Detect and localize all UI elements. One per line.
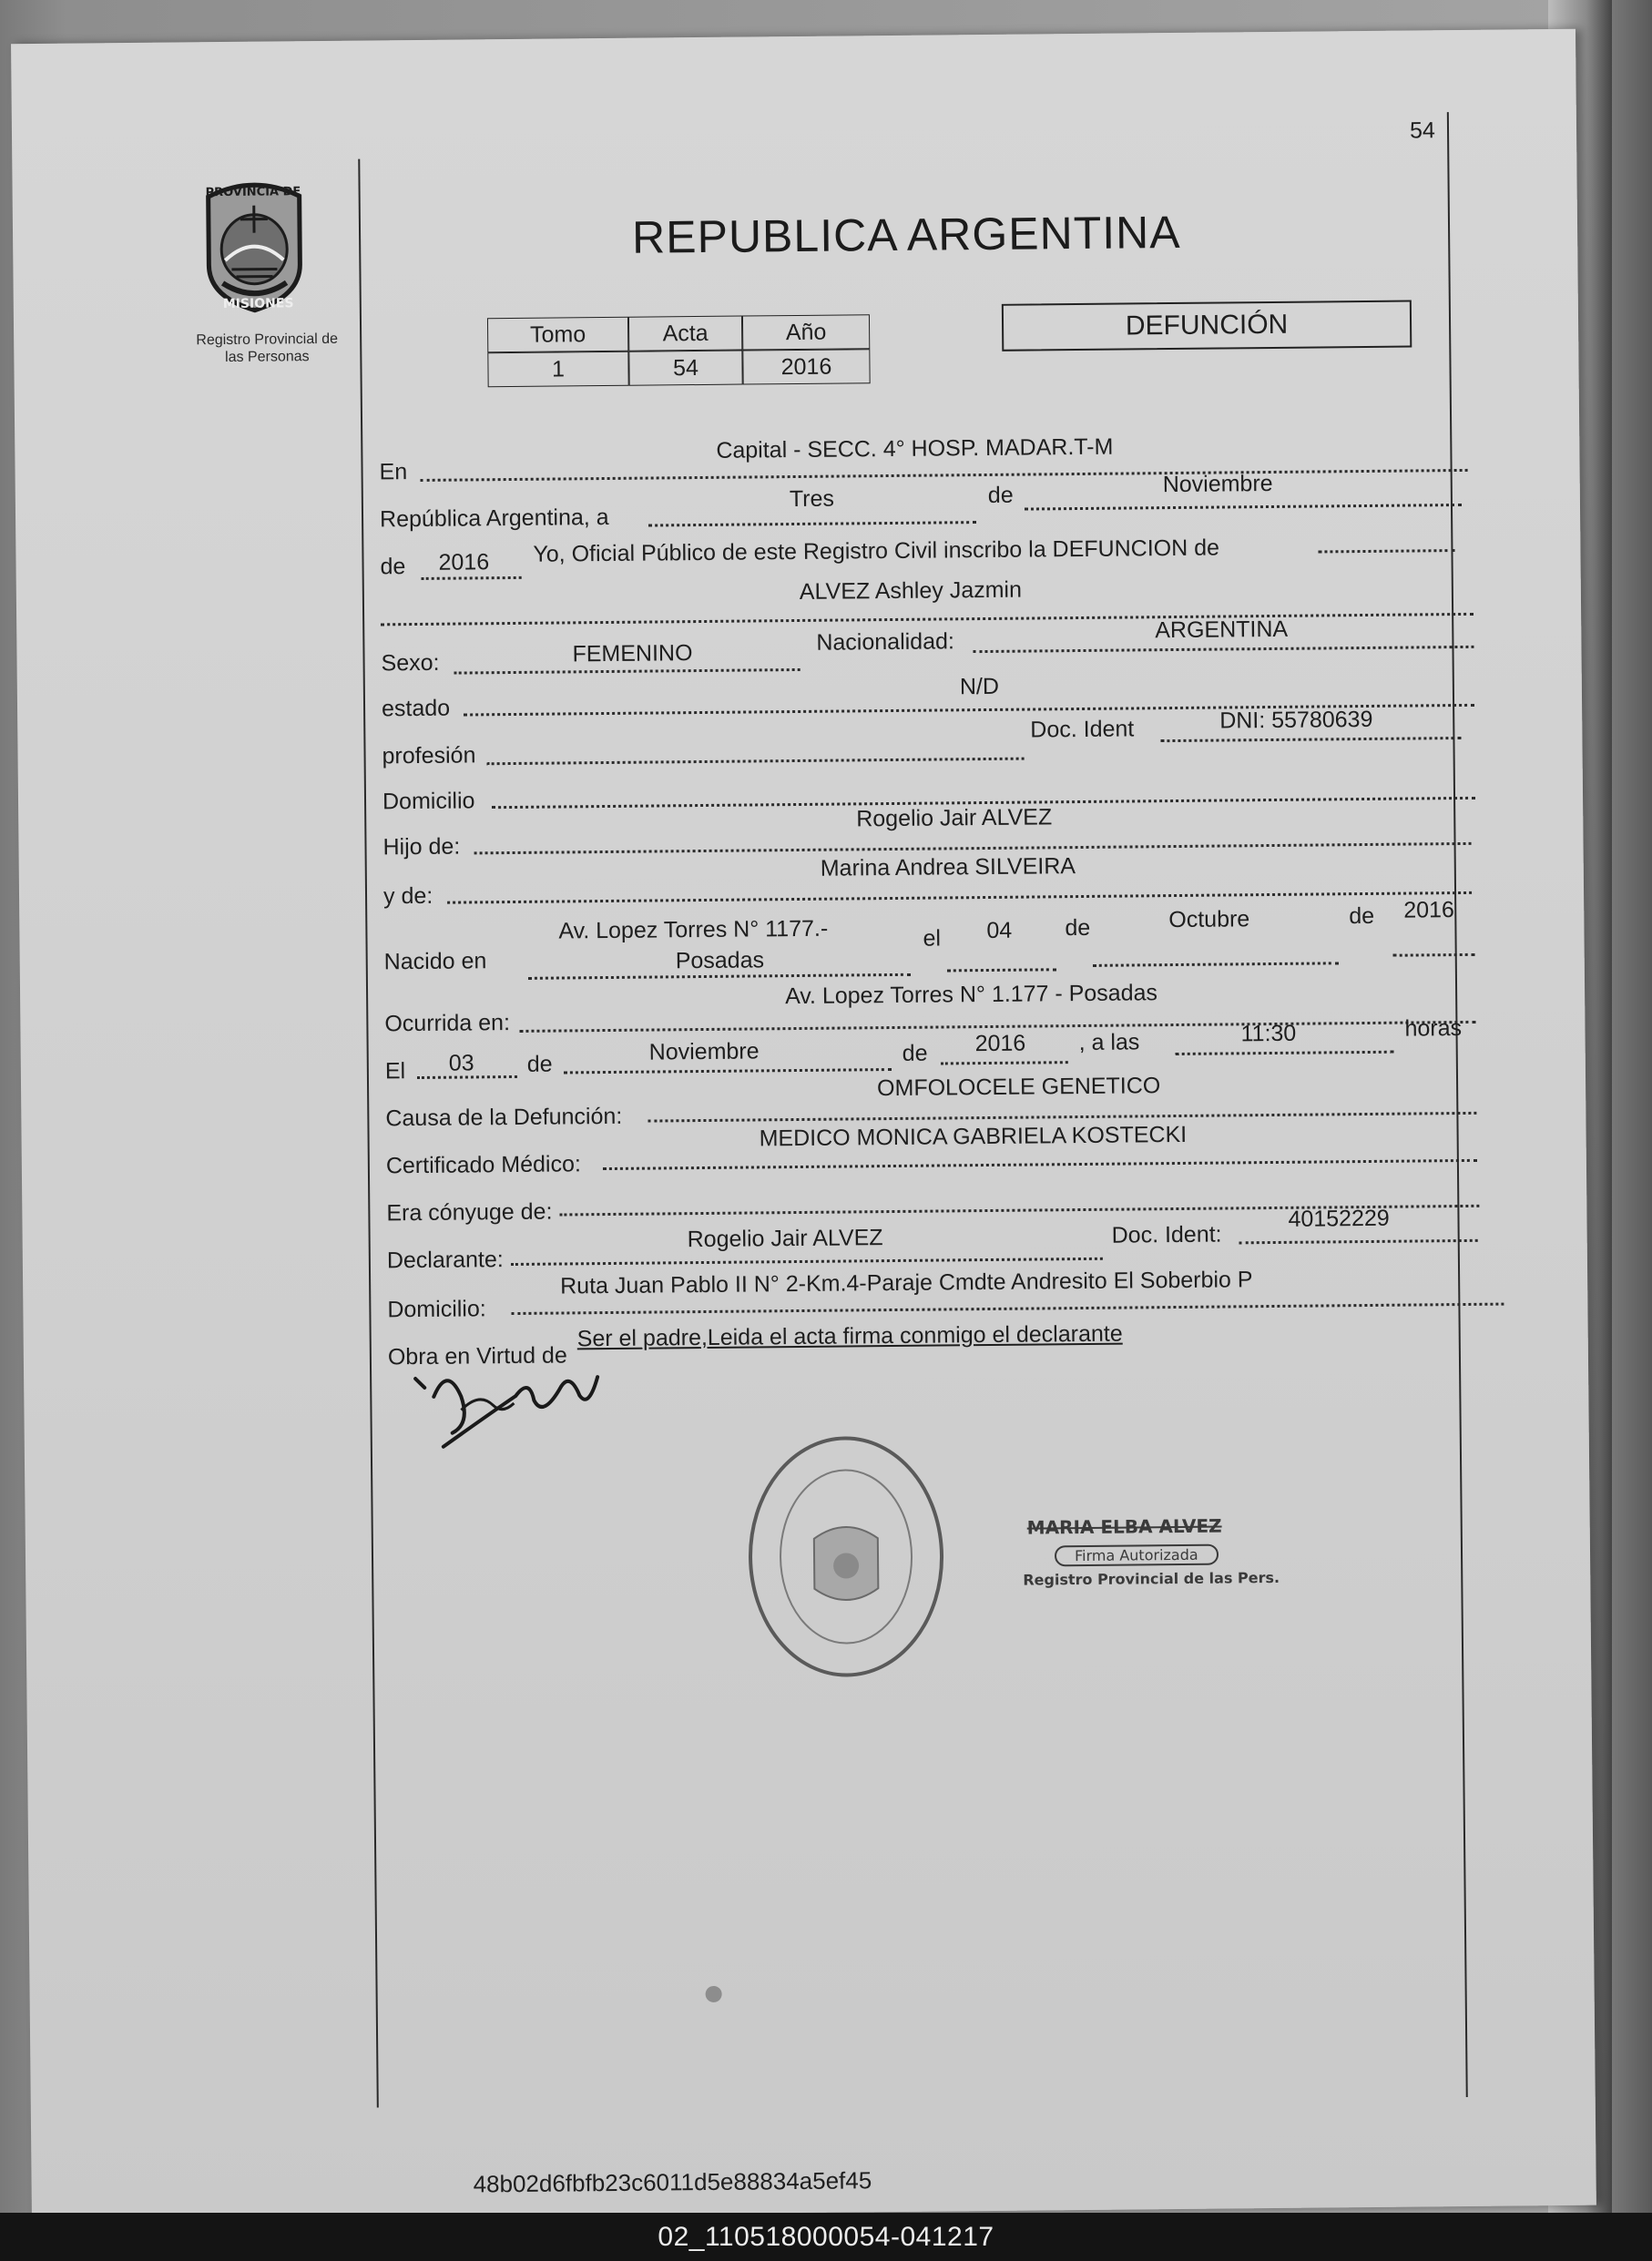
- nacido-value-line1: Av. Lopez Torres N° 1177.-: [558, 915, 829, 944]
- death-year: 2016: [974, 1030, 1026, 1057]
- certificado-line: [603, 1159, 1477, 1170]
- death-day: 03: [448, 1050, 474, 1076]
- death-year-line: [941, 1061, 1068, 1064]
- death-month-line: [564, 1068, 892, 1074]
- certificate-page: [11, 29, 1596, 2220]
- doc2-line: [1239, 1239, 1478, 1245]
- yde-value: Marina Andrea SILVEIRA: [820, 853, 1076, 881]
- domicilio-label: Domicilio: [382, 788, 475, 815]
- doc-ident-line: [1160, 737, 1461, 742]
- nacido-line: [528, 973, 911, 980]
- authority-name: MARIA ELBA ALVEZ: [1026, 1514, 1222, 1539]
- month-line: [1025, 504, 1462, 511]
- birth-day-line: [947, 968, 1056, 972]
- yde-label: y de:: [382, 882, 433, 910]
- alas-label: , a las: [1078, 1029, 1140, 1056]
- year-value: 2016: [438, 549, 490, 575]
- en-line: [421, 469, 1468, 482]
- sexo-label: Sexo:: [381, 649, 440, 677]
- causa-value: OMFOLOCELE GENETICO: [876, 1073, 1161, 1102]
- de4-label: de: [1349, 902, 1375, 930]
- nacido-label: Nacido en: [383, 948, 487, 975]
- birth-month: Octubre: [1168, 906, 1250, 933]
- obra-label: Obra en Virtud de: [387, 1342, 567, 1370]
- nacionalidad-value: ARGENTINA: [1155, 616, 1289, 644]
- document-hash: 48b02d6fbfb23c6011d5e88834a5ef45: [473, 2166, 872, 2198]
- certificado-label: Certificado Médico:: [385, 1151, 581, 1179]
- doc2-value: 40152229: [1288, 1205, 1390, 1232]
- estado-value: N/D: [959, 673, 1000, 700]
- registry-label: [176, 331, 358, 367]
- hijo-value: Rogelio Jair ALVEZ: [856, 804, 1053, 832]
- de6-label: de: [902, 1040, 928, 1066]
- profesion-line: [487, 758, 1025, 766]
- doc2-label: Doc. Ident:: [1111, 1221, 1222, 1248]
- el-label: el: [923, 925, 942, 952]
- en-value: Capital - SECC. 4° HOSP. MADAR.T-M: [716, 433, 1114, 463]
- oficial-text: Yo, Oficial Público de este Registro Civil inscribo la DEFUNCION de: [533, 535, 1220, 567]
- de-label: de: [987, 482, 1014, 508]
- conyuge-label: Era cónyuge de:: [386, 1198, 553, 1227]
- registry-line-2: las Personas: [225, 349, 310, 366]
- death-month: Noviembre: [648, 1038, 760, 1065]
- left-margin-line: [358, 159, 379, 2108]
- authority-title: Firma Autorizada: [1055, 1544, 1219, 1567]
- nacido-value-line2: Posadas: [675, 947, 765, 974]
- declarante-value: Rogelio Jair ALVEZ: [687, 1225, 883, 1253]
- domicilio2-value: Ruta Juan Pablo II N° 2-Km.4-Paraje Cmdte Andresito El Soberbio P: [560, 1267, 1253, 1299]
- ocurrida-value: Av. Lopez Torres N° 1.177 - Posadas: [784, 980, 1158, 1010]
- de5-label: de: [526, 1051, 553, 1077]
- death-time: 11:30: [1240, 1020, 1297, 1047]
- table-cell-tomo: 1: [487, 351, 628, 387]
- nacionalidad-label: Nacionalidad:: [816, 628, 955, 656]
- estado-label: estado: [381, 695, 451, 722]
- deceased-name: ALVEZ Ashley Jazmin: [799, 576, 1023, 605]
- death-time-line: [1176, 1051, 1394, 1055]
- official-stamp: [740, 1428, 953, 1685]
- de2-label: de: [380, 554, 406, 580]
- sexo-line: [454, 668, 801, 675]
- table-cell-ano: 2016: [742, 349, 870, 384]
- certificado-value: MEDICO MONICA GABRIELA KOSTECKI: [759, 1121, 1188, 1152]
- oficial-line: [1318, 549, 1454, 553]
- hijo-line: [474, 842, 1472, 855]
- authority-office: Registro Provincial de las Pers.: [1023, 1568, 1280, 1589]
- day-line: [648, 521, 976, 526]
- registry-line-1: Registro Provincial de: [196, 331, 339, 349]
- name-line: [381, 613, 1474, 626]
- seal-top-text: PROVINCIA DE: [205, 185, 301, 200]
- footer-code: 02_110518000054-041217: [658, 2222, 994, 2252]
- doc-ident-label: Doc. Ident: [1030, 716, 1135, 743]
- domicilio2-line: [511, 1303, 1504, 1315]
- profesion-label: profesión: [382, 742, 476, 769]
- republica-label: República Argentina, a: [379, 504, 609, 533]
- month-value: Noviembre: [1162, 470, 1273, 498]
- domicilio2-label: Domicilio:: [387, 1296, 486, 1323]
- page-number: 54: [1409, 117, 1435, 144]
- table-header-acta: Acta: [628, 316, 742, 351]
- table-header-tomo: Tomo: [487, 317, 628, 352]
- ocurrida-label: Ocurrida en:: [384, 1010, 511, 1037]
- record-type-box: DEFUNCIÓN: [1002, 300, 1412, 351]
- right-margin-line: [1447, 112, 1468, 2097]
- yde-line: [447, 891, 1472, 904]
- nacionalidad-line: [973, 646, 1474, 653]
- obra-value: Ser el padre,Leida el acta firma conmigo el declarante: [576, 1320, 1123, 1352]
- seal-bottom-text: MISIONES: [222, 296, 294, 312]
- record-table: [487, 314, 871, 387]
- page-title: REPUBLICA ARGENTINA: [631, 206, 1181, 263]
- causa-line: [648, 1112, 1476, 1123]
- horas-label: horas: [1404, 1015, 1463, 1042]
- ink-spot: [706, 1986, 722, 2002]
- hijo-label: Hijo de:: [382, 833, 461, 861]
- birth-year-line: [1393, 953, 1475, 957]
- birth-year: 2016: [1403, 897, 1454, 923]
- en-label: En: [379, 459, 408, 485]
- sexo-value: FEMENINO: [572, 640, 693, 667]
- declarante-line: [511, 1258, 1103, 1266]
- birth-day: 04: [986, 917, 1013, 944]
- doc-ident-value: DNI: 55780639: [1219, 706, 1373, 734]
- year-line: [422, 576, 522, 580]
- el2-label: El: [384, 1058, 406, 1085]
- table-cell-acta: 54: [628, 351, 742, 386]
- birth-month-line: [1093, 962, 1339, 967]
- declarant-signature: [406, 1359, 607, 1461]
- de3-label: de: [1065, 914, 1091, 942]
- table-header-ano: Año: [742, 314, 870, 350]
- causa-label: Causa de la Defunción:: [385, 1103, 623, 1132]
- declarante-label: Declarante:: [386, 1247, 504, 1274]
- day-value: Tres: [789, 485, 835, 513]
